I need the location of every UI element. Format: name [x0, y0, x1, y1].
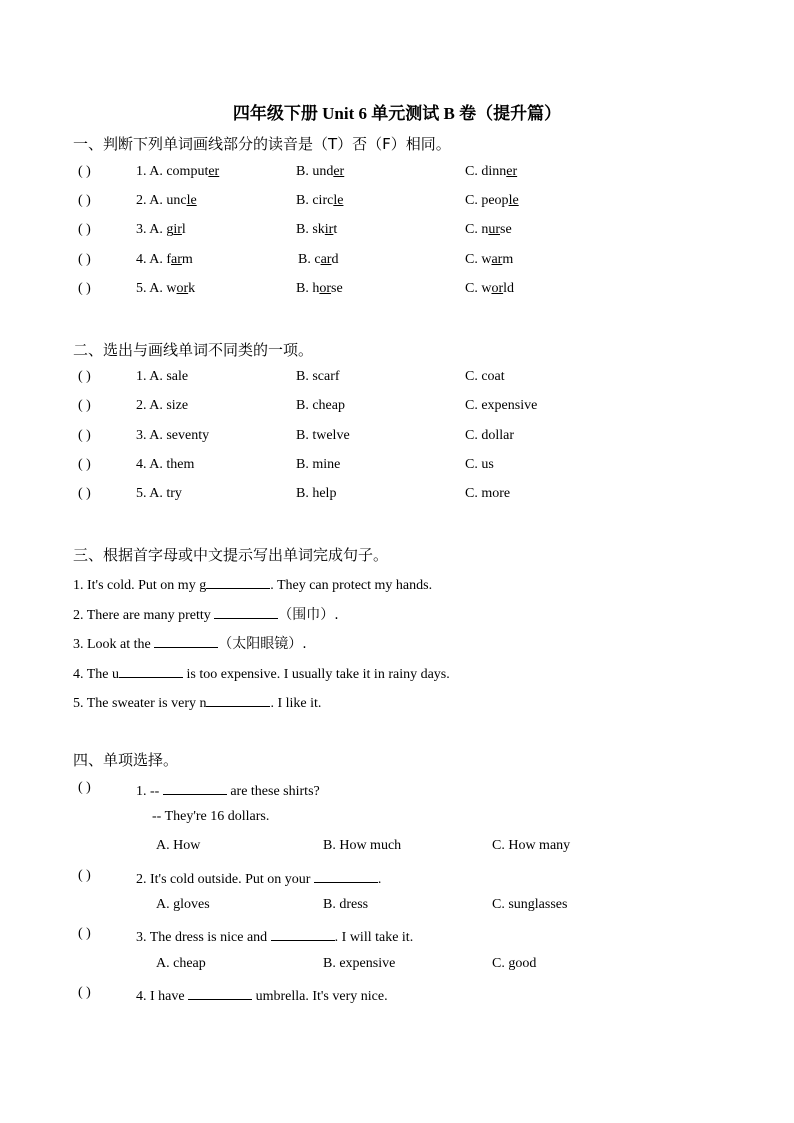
- section-2-heading: 二、选出与画线单词不同类的一项。: [73, 341, 314, 359]
- option-b: B. expensive: [323, 956, 396, 971]
- section-1-heading: 一、判断下列单词画线部分的读音是（T）否（F）相同。: [73, 135, 451, 153]
- s2-question-3: [0, 428, 794, 448]
- fill-blank[interactable]: [154, 633, 218, 648]
- answer-parens[interactable]: ( ): [78, 398, 91, 413]
- section-3-heading: 三、根据首字母或中文提示写出单词完成句子。: [73, 546, 389, 564]
- option-a: 3. A. girl: [136, 222, 186, 237]
- option-b: B. mine: [296, 457, 341, 472]
- fill-blank[interactable]: [119, 663, 183, 678]
- page-title: 四年级下册 Unit 6 单元测试 B 卷（提升篇）: [232, 104, 562, 123]
- s1-question-3: [0, 222, 794, 242]
- option-c: C. warm: [465, 252, 514, 267]
- section-4-heading: 四、单项选择。: [73, 751, 179, 769]
- s2-question-2: [0, 398, 794, 418]
- option-c: C. dollar: [465, 428, 514, 443]
- answer-parens[interactable]: ( ): [78, 486, 91, 501]
- option-b: B. How much: [323, 838, 402, 853]
- answer-parens[interactable]: ( ): [78, 281, 91, 296]
- option-a: 1. A. computer: [136, 164, 220, 179]
- fill-blank[interactable]: [206, 692, 270, 707]
- answer-parens[interactable]: ( ): [78, 193, 91, 208]
- option-c: C. coat: [465, 369, 505, 384]
- option-c: C. How many: [492, 838, 571, 853]
- option-b: B. circle: [296, 193, 344, 208]
- s3-sentence-1: 1. It's cold. Put on my g . They can protect my hands.: [0, 574, 794, 594]
- fill-blank[interactable]: [314, 868, 378, 883]
- option-c: C. nurse: [465, 222, 512, 237]
- option-b: B. help: [296, 486, 337, 501]
- s2-question-4: [0, 457, 794, 477]
- option-c: C. expensive: [465, 398, 538, 413]
- option-a: A. gloves: [156, 897, 210, 912]
- s4-question-1-options: [0, 838, 794, 858]
- s4-question-3: ( ) 3. The dress is nice and . I will take it.: [78, 926, 414, 945]
- answer-parens[interactable]: ( ): [78, 780, 91, 795]
- s3-sentence-5: 5. The sweater is very n . I like it.: [0, 692, 794, 712]
- answer-parens[interactable]: ( ): [78, 457, 91, 472]
- answer-parens[interactable]: ( ): [78, 926, 91, 941]
- s4-question-1: ( ) 1. -- are these shirts?: [78, 780, 320, 799]
- answer-parens[interactable]: ( ): [78, 985, 91, 1000]
- option-b: B. scarf: [296, 369, 340, 384]
- option-b: B. skirt: [296, 222, 338, 237]
- fill-blank[interactable]: [163, 780, 227, 795]
- option-c: C. dinner: [465, 164, 518, 179]
- option-a: 5. A. work: [136, 281, 196, 296]
- s1-question-1: [0, 164, 794, 184]
- fill-blank[interactable]: [214, 604, 278, 619]
- answer-parens[interactable]: ( ): [78, 369, 91, 384]
- option-b: B. cheap: [296, 398, 345, 413]
- option-a: 4. A. them: [136, 457, 195, 472]
- option-a: 1. A. sale: [136, 369, 189, 384]
- option-b: B. horse: [296, 281, 343, 296]
- option-a: A. cheap: [156, 956, 206, 971]
- option-c: C. people: [465, 193, 519, 208]
- s4-question-2-options: [0, 897, 794, 917]
- answer-parens[interactable]: ( ): [78, 252, 91, 267]
- answer-parens[interactable]: ( ): [78, 164, 91, 179]
- option-a: A. How: [156, 838, 201, 853]
- s4-question-2: ( ) 2. It's cold outside. Put on your .: [78, 868, 382, 887]
- option-c: C. more: [465, 486, 511, 501]
- option-a: 2. A. size: [136, 398, 189, 413]
- s3-sentence-2: 2. There are many pretty （围巾）.: [0, 604, 794, 624]
- fill-blank[interactable]: [206, 574, 270, 589]
- answer-parens[interactable]: ( ): [78, 428, 91, 443]
- fill-blank[interactable]: [188, 985, 252, 1000]
- option-c: C. sunglasses: [492, 897, 568, 912]
- s3-sentence-4: 4. The u is too expensive. I usually take it in rainy days.: [0, 663, 794, 683]
- option-c: C. world: [465, 281, 515, 296]
- s4-question-4: ( ) 4. I have umbrella. It's very nice.: [78, 985, 388, 1004]
- s4-question-1-dialogue: [0, 809, 794, 829]
- option-a: 2. A. uncle: [136, 193, 197, 208]
- answer-parens[interactable]: ( ): [78, 222, 91, 237]
- fill-blank[interactable]: [271, 926, 335, 941]
- option-b: B. under: [296, 164, 345, 179]
- s3-sentence-3: 3. Look at the （太阳眼镜）.: [0, 633, 794, 653]
- s1-question-4: [0, 252, 794, 272]
- dialogue-reply: -- They're 16 dollars.: [152, 809, 270, 824]
- option-a: 3. A. seventy: [136, 428, 210, 443]
- s1-question-2: [0, 193, 794, 213]
- answer-parens[interactable]: ( ): [78, 868, 91, 883]
- s1-question-5: [0, 281, 794, 301]
- s2-question-5: [0, 486, 794, 506]
- option-c: C. good: [492, 956, 537, 971]
- option-b: B. card: [298, 252, 339, 267]
- option-a: 4. A. farm: [136, 252, 193, 267]
- option-a: 5. A. try: [136, 486, 182, 501]
- s2-question-1: [0, 369, 794, 389]
- option-c: C. us: [465, 457, 494, 472]
- option-b: B. dress: [323, 897, 369, 912]
- option-b: B. twelve: [296, 428, 350, 443]
- s4-question-3-options: [0, 956, 794, 976]
